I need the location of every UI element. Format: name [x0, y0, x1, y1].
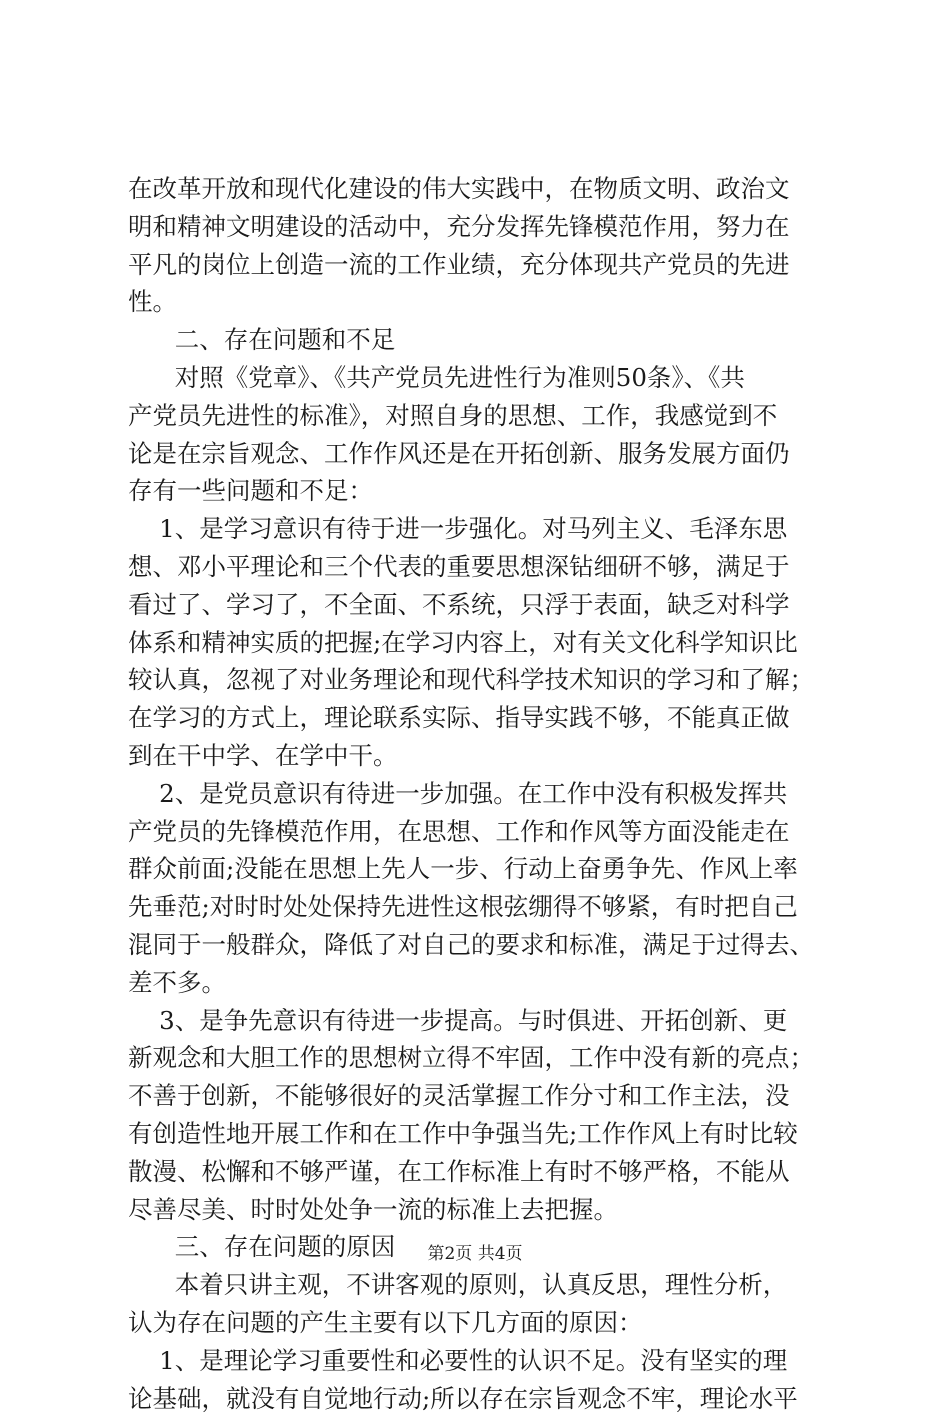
text-line: 群众前面;没能在思想上先人一步、行动上奋勇争先、作风上率 — [128, 850, 848, 888]
text-line: 看过了、学习了，不全面、不系统，只浮于表面，缺乏对科学 — [128, 586, 848, 624]
text-line: 3、是争先意识有待进一步提高。与时俱进、开拓创新、更 — [128, 1002, 848, 1040]
text-line: 体系和精神实质的把握;在学习内容上，对有关文化科学知识比 — [128, 624, 848, 662]
text-line: 论基础，就没有自觉地行动;所以存在宗旨观念不牢，理论水平 — [128, 1380, 848, 1417]
text-line: 对照《党章》、《共产党员先进性行为准则50条》、《共 — [128, 359, 848, 397]
text-line: 不善于创新，不能够很好的灵活掌握工作分寸和工作主法，没 — [128, 1077, 848, 1115]
text-line: 2、是党员意识有待进一步加强。在工作中没有积极发挥共 — [128, 775, 848, 813]
text-line: 性。 — [128, 283, 848, 321]
text-line: 到在干中学、在学中干。 — [128, 737, 848, 775]
text-line: 1、是学习意识有待于进一步强化。对马列主义、毛泽东思 — [128, 510, 848, 548]
text-line: 二、存在问题和不足 — [128, 321, 848, 359]
text-line: 在学习的方式上，理论联系实际、指导实践不够，不能真正做 — [128, 699, 848, 737]
text-line: 差不多。 — [128, 964, 848, 1002]
text-line: 三、存在问题的原因 — [128, 1228, 848, 1266]
text-line: 本着只讲主观，不讲客观的原则，认真反思，理性分析， — [128, 1266, 848, 1304]
text-line: 1、是理论学习重要性和必要性的认识不足。没有坚实的理 — [128, 1342, 848, 1380]
text-line: 平凡的岗位上创造一流的工作业绩，充分体现共产党员的先进 — [128, 246, 848, 284]
text-line: 在改革开放和现代化建设的伟大实践中，在物质文明、政治文 — [128, 170, 848, 208]
text-line: 存有一些问题和不足： — [128, 472, 848, 510]
document-body — [128, 170, 848, 1417]
text-line: 有创造性地开展工作和在工作中争强当先;工作作风上有时比较 — [128, 1115, 848, 1153]
text-line: 先垂范;对时时处处保持先进性这根弦绷得不够紧，有时把自己 — [128, 888, 848, 926]
text-line: 散漫、松懈和不够严谨，在工作标准上有时不够严格，不能从 — [128, 1153, 848, 1191]
text-line: 论是在宗旨观念、工作作风还是在开拓创新、服务发展方面仍 — [128, 435, 848, 473]
text-line: 产党员先进性的标准》，对照自身的思想、工作，我感觉到不 — [128, 397, 848, 435]
text-line: 新观念和大胆工作的思想树立得不牢固，工作中没有新的亮点； — [128, 1039, 848, 1077]
text-line: 较认真，忽视了对业务理论和现代科学技术知识的学习和了解； — [128, 661, 848, 699]
text-line: 尽善尽美、时时处处争一流的标准上去把握。 — [128, 1191, 848, 1229]
text-line: 想、邓小平理论和三个代表的重要思想深钻细研不够，满足于 — [128, 548, 848, 586]
text-line: 混同于一般群众，降低了对自己的要求和标准，满足于过得去、 — [128, 926, 848, 964]
text-line: 认为存在问题的产生主要有以下几方面的原因： — [128, 1304, 848, 1342]
text-line: 明和精神文明建设的活动中，充分发挥先锋模范作用，努力在 — [128, 208, 848, 246]
page-footer: 第2页 共4页 — [0, 1244, 950, 1264]
text-line: 产党员的先锋模范作用，在思想、工作和作风等方面没能走在 — [128, 813, 848, 851]
